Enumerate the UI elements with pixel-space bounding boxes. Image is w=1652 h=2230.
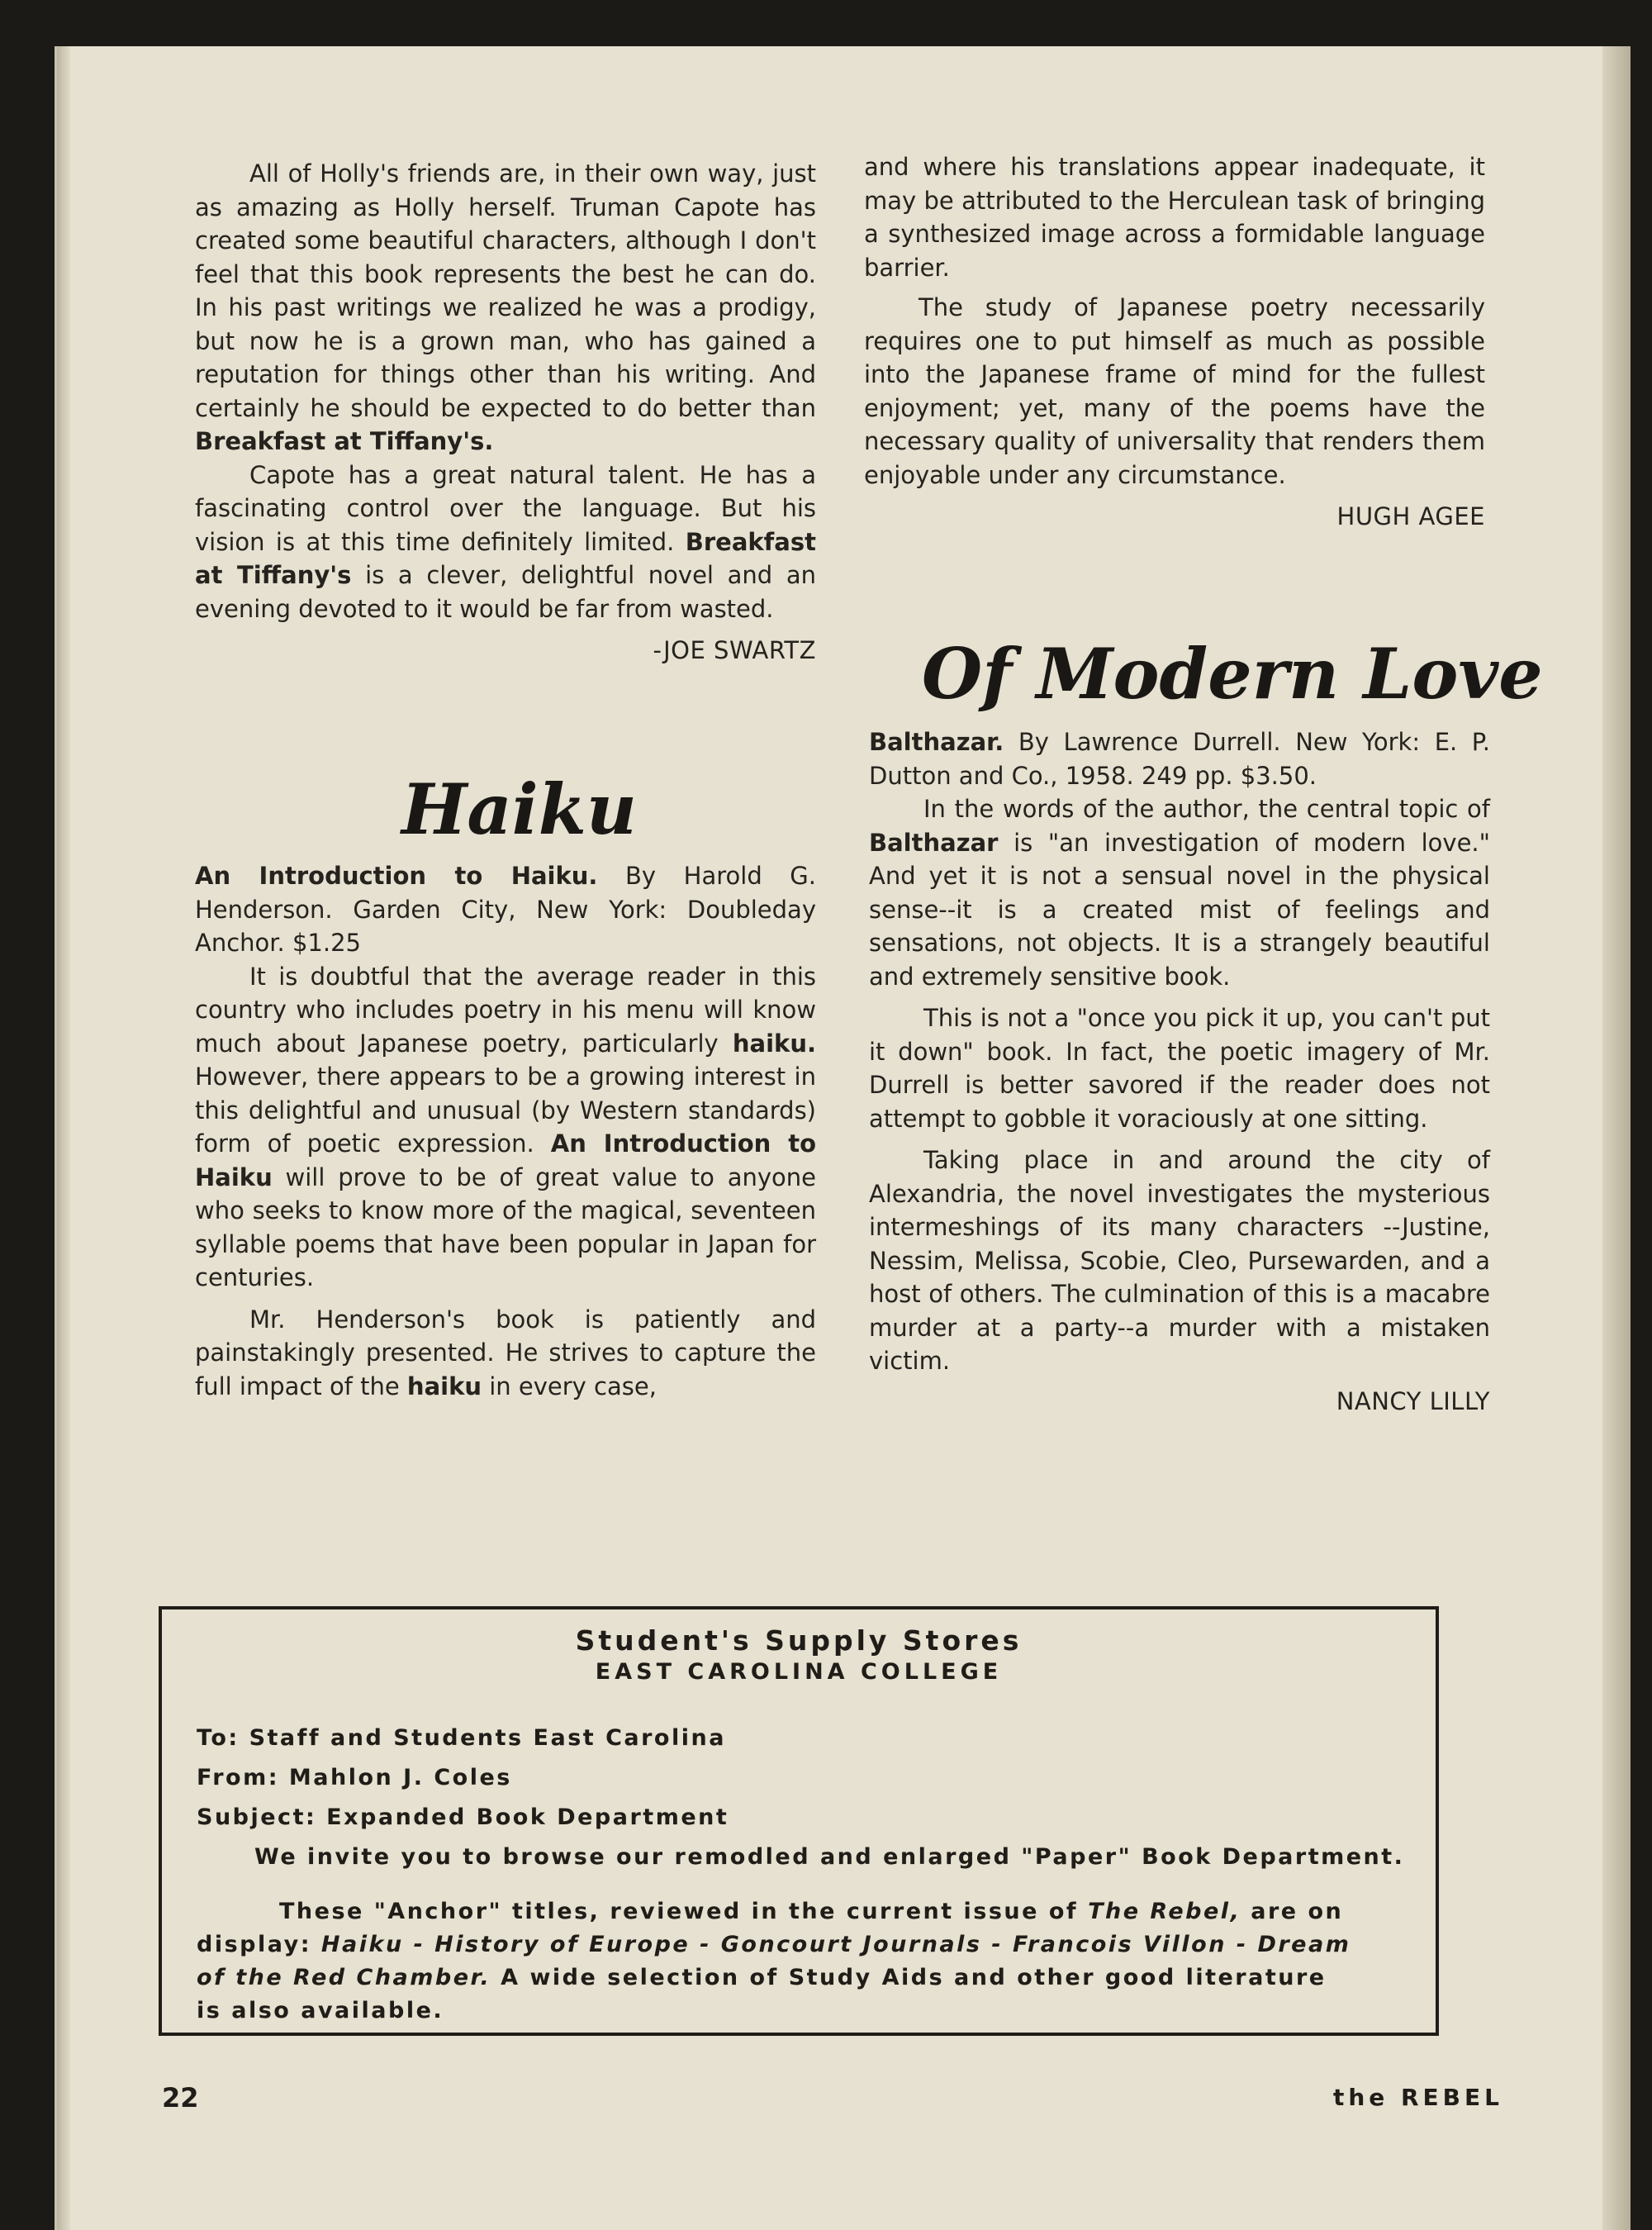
haiku-paragraph-4: The study of Japanese poetry necessarily requires one to put himself as much as possible into the Japanese frame of mind for the fullest enjoyment; yet, many of the poems have the necessary quality of universality that renders them enjoyable under any circumstance. — [864, 293, 1485, 489]
right-column-top — [864, 150, 1485, 534]
ad-subject-line: Subject: Expanded Book Department — [197, 1804, 729, 1830]
left-column-top — [195, 157, 816, 668]
book-title: Breakfast at Tiffany's. — [195, 427, 494, 455]
haiku-paragraph-2: Mr. Henderson's book is patiently and painstakingly presented. He strives to capture the full impact of the haiku in every case, — [195, 1305, 816, 1400]
signature-hugh-agee: HUGH AGEE — [1336, 502, 1485, 530]
haiku-review — [195, 859, 816, 1403]
ad-from-line: From: Mahlon J. Coles — [197, 1765, 512, 1790]
modern-love-paragraph-2: This is not a "once you pick it up, you can't put it down" book. In fact, the poetic imagery of Mr. Durrell is better savored if the reader does not attempt to gobble it voraciously at one sitting. — [869, 1004, 1490, 1133]
page-edge — [1602, 46, 1631, 2230]
ad-body: These "Anchor" titles, reviewed in the current issue of The Rebel, are on display: Haiku - History of Europe - Goncourt Journals - Francois Villon - Dream of the Red Chamber. A wide selection of Study Aids and other good literature is also available. — [197, 1899, 1351, 2023]
signature-joe-swartz: -JOE SWARTZ — [653, 636, 816, 664]
haiku-heading: Haiku — [401, 768, 637, 850]
modern-love-heading: Of Modern Love — [922, 633, 1543, 715]
rebel-title: The Rebel, — [1088, 1899, 1241, 1924]
capote-paragraph-1: All of Holly's friends are, in their own way, just as amazing as Holly herself. Truman Capote has created some beautiful characters, although I don't feel that this book represents the best he can do. In his past writings we realized he was a prodigy, but now he is a grown man, who has gained a reputation for things other than his writing. And certainly he should be expected to do better than Breakfast at Tiffany's. — [195, 159, 816, 455]
student-supply-ad — [159, 1606, 1439, 2036]
ad-title: Student's Supply Stores — [575, 1624, 1023, 1657]
modern-love-review — [869, 725, 1490, 1418]
ad-invite-line: We invite you to browse our remodled and enlarged "Paper" Book Department. — [254, 1844, 1405, 1870]
ad-to-line: To: Staff and Students East Carolina — [197, 1725, 726, 1751]
capote-paragraph-2: Capote has a great natural talent. He has a fascinating control over the language. But his vision is at this time definitely limited. Breakfast at Tiffany's is a clever, delightful novel and an evening devoted to it would be far from wasted. — [195, 460, 816, 623]
book-title: Breakfast at Tiffany's — [195, 527, 816, 589]
ad-subtitle: EAST CAROLINA COLLEGE — [595, 1659, 1003, 1685]
page-binding — [57, 46, 70, 2230]
page-number: 22 — [162, 2082, 199, 2114]
publication-name: the REBEL — [1332, 2084, 1503, 2111]
ad-book-titles: Haiku - History of Europe - Goncourt Journals - Francois Villon - Dream of the Red Chamber. — [197, 1932, 1351, 1990]
haiku-paragraph-1: It is doubtful that the average reader in this country who includes poetry in his menu will know much about Japanese poetry, particularly haiku. However, there appears to be a growing interest in this delightful and unusual (by Western standards) form of poetic expression. An Introduction to Haiku will prove to be of great value to anyone who seeks to know more of the magical, seventeen syllable poems that have been popular in Japan for centuries. — [195, 962, 817, 1291]
modern-love-paragraph-3: Taking place in and around the city of Alexandria, the novel investigates the mysterious intermeshings of its many characters --Justine, Nessim, Melissa, Scobie, Cleo, Pursewarden, and a host of others. The culmination of this is a macabre murder at a party--a murder with a mistaken victim. — [869, 1146, 1490, 1375]
haiku-citation: An Introduction to Haiku. By Harold G. Henderson. Garden City, New York: Doubleday Anchor. $1.25 — [195, 862, 816, 957]
modern-love-citation: Balthazar. By Lawrence Durrell. New York: E. P. Dutton and Co., 1958. 249 pp. $3.50. — [869, 728, 1490, 790]
modern-love-paragraph-1: In the words of the author, the central topic of Balthazar is "an investigation of modern love." And yet it is not a sensual novel in the physical sense--it is a created mist of feelings and sensations, not objects. It is a strangely beautiful and extremely sensitive book. — [869, 795, 1490, 991]
signature-nancy-lilly: NANCY LILLY — [1336, 1386, 1490, 1415]
haiku-paragraph-3: and where his translations appear inadequate, it may be attributed to the Herculean task of bringing a synthesized image across a formidable language barrier. — [864, 153, 1485, 282]
